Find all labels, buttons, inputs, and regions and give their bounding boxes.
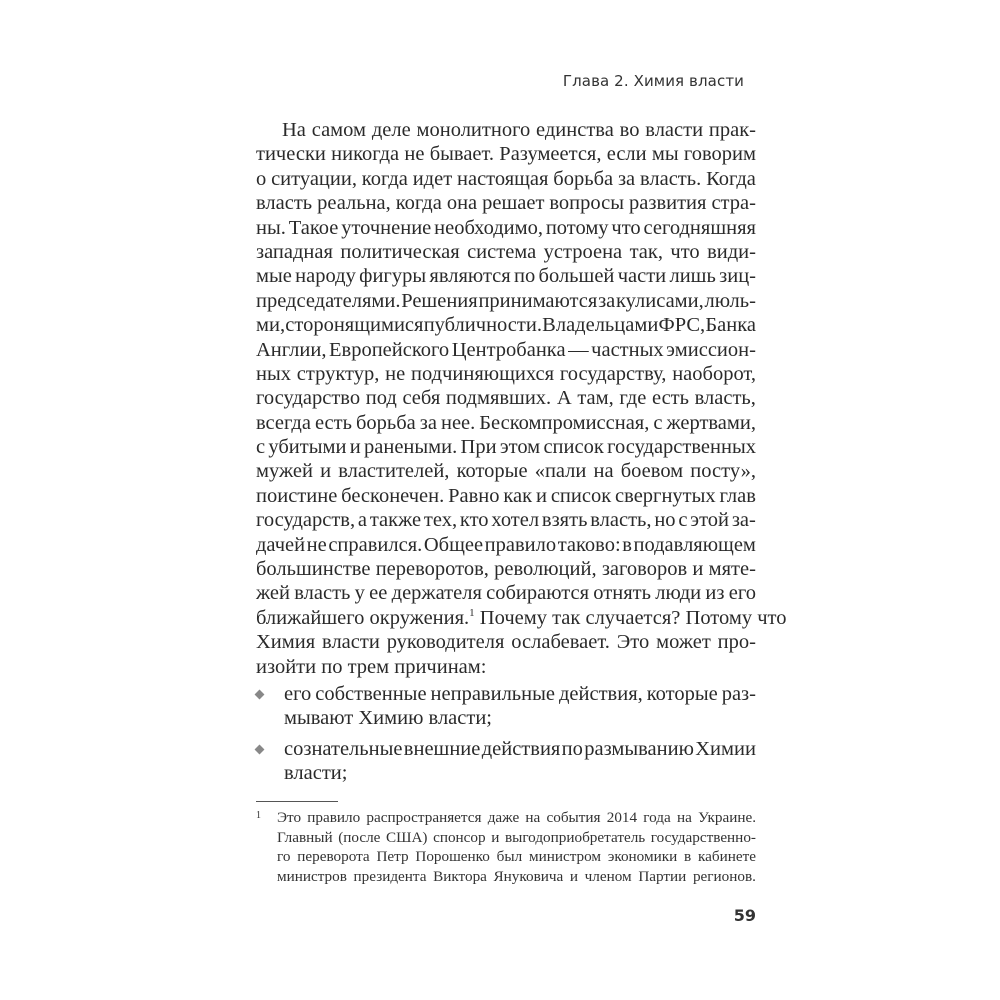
word: власть [294,582,351,605]
word: правило [484,533,557,556]
word: в [684,848,692,865]
word: экономики [607,848,678,865]
word: государственных [607,436,756,459]
word: эмиссион- [666,338,756,361]
word: мяте- [708,558,756,581]
text-line [284,737,756,761]
word: был [496,848,523,865]
word: список [543,436,604,459]
word: нее. [440,411,476,434]
word: что [611,216,641,239]
word: Общее [423,533,484,556]
text-line [277,867,756,887]
word: властителей, [338,460,450,483]
text-line [256,655,756,679]
word: политическая [340,240,460,263]
word: частных [591,338,664,361]
word: идет [412,167,453,190]
line-text: ближайшего окружения. [256,606,470,629]
main-paragraph [256,118,787,792]
word: где [619,387,647,410]
word: когда [395,192,442,215]
word: Порошенко [415,848,490,865]
text-line [277,847,756,867]
footnote-reference[interactable]: 1 [469,606,475,619]
word: министров [277,867,347,885]
text-line [256,435,756,459]
word: поистине [256,484,338,507]
word: Центробанка [451,338,566,361]
word: членом [584,867,632,885]
word: большинстве [256,558,371,581]
word: види- [707,240,756,263]
text-line [256,362,756,386]
word: как [503,484,533,507]
word: кто [459,509,489,532]
word: под [365,387,397,410]
word: взять [541,509,588,532]
word: этом [499,436,541,459]
word: тех, [423,509,458,532]
text-line [256,508,756,532]
word: есть [314,411,352,434]
text-line [284,682,756,706]
word: хотел [491,509,540,532]
word: уточнение [341,216,432,239]
word: по [514,265,536,288]
word: Это [277,809,302,826]
word: реальна, [317,192,391,215]
word: Петр [376,848,409,865]
word: части [617,265,667,288]
word: необходимо, [434,216,543,239]
word: руководителя [386,631,505,654]
word: там, [577,387,614,410]
footnote-text [256,808,756,886]
word: из [705,582,725,605]
text-line [256,533,756,557]
word: на [676,809,692,826]
word: не [306,533,327,556]
word: и [692,558,704,581]
bullet-item [256,682,756,731]
footnote-number: 1 [256,810,261,821]
diamond-bullet-icon [255,690,265,700]
word: вопросы [549,192,625,215]
word: Януковича [493,867,564,885]
word: кулисами, [616,289,704,312]
word: бывает. [429,143,495,166]
word: глав [719,484,756,507]
text-line [256,630,756,654]
word: власть. [639,167,702,190]
text-line [256,581,756,605]
word: Владельцами [542,314,659,337]
word: ослабевает. [511,631,610,654]
text-line [284,706,756,730]
word: председателями. [256,289,401,312]
word: 2014 [606,809,638,826]
word: единства [536,119,614,141]
word: спонсор [433,828,486,846]
word: Такое [288,216,339,239]
word: власть, [590,509,652,532]
word: себя [402,387,441,410]
word: фигуры [359,265,427,288]
word: власть [256,192,313,215]
word: государство [256,387,361,410]
word: прак- [708,119,756,141]
word: система [467,240,537,263]
word: сторонящимися [285,314,424,337]
text-line [256,289,756,313]
footnote [256,808,756,886]
word: революций, [494,558,597,581]
word: а [357,509,368,532]
word: сознательные [284,737,403,760]
word: размыванию [584,737,694,760]
word: устроена [543,240,623,263]
word: не [385,362,406,385]
word: Украине. [698,809,756,826]
word: о [256,167,267,190]
word: и [491,828,500,846]
word: отнять [593,582,651,605]
paragraph-tail-lines [256,630,756,679]
word: говорим [683,143,756,166]
paragraph-line [256,606,787,630]
bullet-list [256,682,756,786]
word: Химии [695,737,756,760]
word: за- [731,509,756,532]
word: про- [717,631,756,654]
word: Когда [706,167,756,190]
word: «пали [534,460,587,483]
text-line [256,386,756,410]
word: держателя [391,582,482,605]
text-line [256,240,756,264]
word: власти [322,631,380,654]
word: решает [482,192,545,215]
word: неправильные [430,682,555,705]
word: так, [629,240,663,263]
text-line [256,411,756,435]
line-text: Почему так случается? Потому что [474,606,787,629]
word: При [460,436,497,459]
word: и [320,460,332,483]
word: лишь [669,265,716,288]
word: но [654,509,676,532]
word: дачей [256,533,306,556]
word: раз- [721,682,756,705]
word: Банка [705,314,756,337]
word: Бескомпромиссная, [479,411,650,434]
word: публичности. [423,314,542,337]
word: посту», [690,460,756,483]
text-line [256,338,756,362]
word: заговоров [601,558,688,581]
word: и [569,867,579,885]
word: ных [256,362,291,385]
word: с [678,509,688,532]
word: борьба [553,167,614,190]
word: На [282,119,306,141]
text-line [277,828,756,848]
word: правило [307,809,361,826]
word: структур, [296,362,380,385]
word: Это [616,631,650,654]
word: Разумеется, [499,143,602,166]
word: переворотов, [375,558,489,581]
text-line [256,118,756,142]
text-line [256,167,756,191]
word: всегда [256,411,311,434]
word: боевом [620,460,684,483]
word: Англии, [256,338,327,361]
word: ФРС, [658,314,706,337]
word: с [256,436,266,459]
text-line [256,142,756,166]
word: самом [311,119,366,141]
word: президента [353,867,427,885]
word: действия, [558,682,643,705]
text-line [277,808,756,828]
word: собираются [486,582,590,605]
line-text: мывают Химию власти; [284,707,493,730]
word: (после [338,828,381,846]
word: список [550,484,612,507]
word: за [598,289,616,312]
word: Химия [256,631,316,654]
word: его [284,682,312,705]
word: США) [386,828,428,846]
word: принимаются [478,289,598,312]
word: мы [651,143,679,166]
word: ны. [256,216,286,239]
word: государств, [256,509,356,532]
text-line [256,557,756,581]
word: власти [645,119,704,141]
word: может [656,631,711,654]
word: собственные [315,682,427,705]
word: жей [256,582,290,605]
word: события [546,809,601,826]
word: за [419,411,437,434]
word: никогда [331,143,400,166]
word: его [728,582,756,605]
word: министром [528,848,602,865]
word: она [446,192,478,215]
word: за [617,167,636,190]
paragraph-lines [256,118,756,606]
word: — [568,338,589,361]
word: даже [487,809,520,826]
word: подавляющем [633,533,756,556]
word: ситуации, [271,167,357,190]
word: Решения [401,289,478,312]
word: на [593,460,614,483]
word: большей [538,265,615,288]
word: подмявших. [445,387,552,410]
word: свергнутых [615,484,716,507]
text-line [256,191,756,215]
word: Равно [448,484,500,507]
text-line [256,459,756,483]
word: справился. [328,533,423,556]
word: которые [456,460,528,483]
word: Виктора [433,867,487,885]
word: ранеными. [364,436,458,459]
word: ее [369,582,388,605]
word: стра- [711,192,756,215]
word: народу [295,265,356,288]
word: государственно- [650,828,756,846]
word: власть, [694,387,756,410]
word: являются [429,265,511,288]
word: есть [651,387,689,410]
running-head: Глава 2. Химия власти [562,72,744,90]
word: которые [646,682,718,705]
word: действия [481,737,561,760]
word: развития [629,192,707,215]
word: убитыми [268,436,347,459]
word: таково: [557,533,621,556]
word: года [643,809,671,826]
word: А [556,387,572,410]
word: ми, [256,314,286,337]
word: когда [361,167,408,190]
word: также [369,509,422,532]
word: го [277,848,291,865]
text-line [256,313,756,337]
word: если [606,143,647,166]
word: в [622,533,632,556]
word: потому [545,216,609,239]
word: кабинете [697,848,756,865]
word: государству, [559,362,667,385]
word: и [349,436,361,459]
word: сегодняшняя [643,216,756,239]
word: мужей [256,460,313,483]
bullet-item [256,737,756,786]
word: люди [655,582,702,605]
text-line [256,484,756,508]
word: наоборот, [672,362,756,385]
page-number: 59 [733,906,756,925]
diamond-bullet-icon [255,744,265,754]
word: Главный [277,828,333,846]
word: распространяется [366,809,482,826]
word: подчиняющихся [411,362,555,385]
word: с [653,411,663,434]
line-text: власти; [284,762,348,785]
word: западная [256,240,333,263]
word: на [525,809,541,826]
word: переворота [297,848,370,865]
word: бесконечен. [341,484,445,507]
word: борьба [355,411,416,434]
word: зиц- [719,265,756,288]
word: не [404,143,425,166]
word: что [670,240,700,263]
word: люль- [704,289,756,312]
text-line [256,216,756,240]
word: жертвами, [666,411,756,434]
line-text: изойти по трем причинам: [256,655,487,678]
word: выгодоприобретатель [504,828,646,846]
word: по [561,737,583,760]
word: тически [256,143,326,166]
word: монолитного [416,119,531,141]
word: во [619,119,640,141]
word: Партии [638,867,687,885]
word: деле [371,119,411,141]
word: мые [256,265,292,288]
word: и [535,484,547,507]
word: настоящая [457,167,549,190]
text-line [256,264,756,288]
word: у [354,582,365,605]
footnote-divider [256,801,338,802]
word: этой [690,509,730,532]
text-line [284,761,756,785]
word: регионов. [692,867,756,885]
word: внешние [403,737,481,760]
word: Европейского [329,338,450,361]
line-text-with-footnote [256,606,786,630]
